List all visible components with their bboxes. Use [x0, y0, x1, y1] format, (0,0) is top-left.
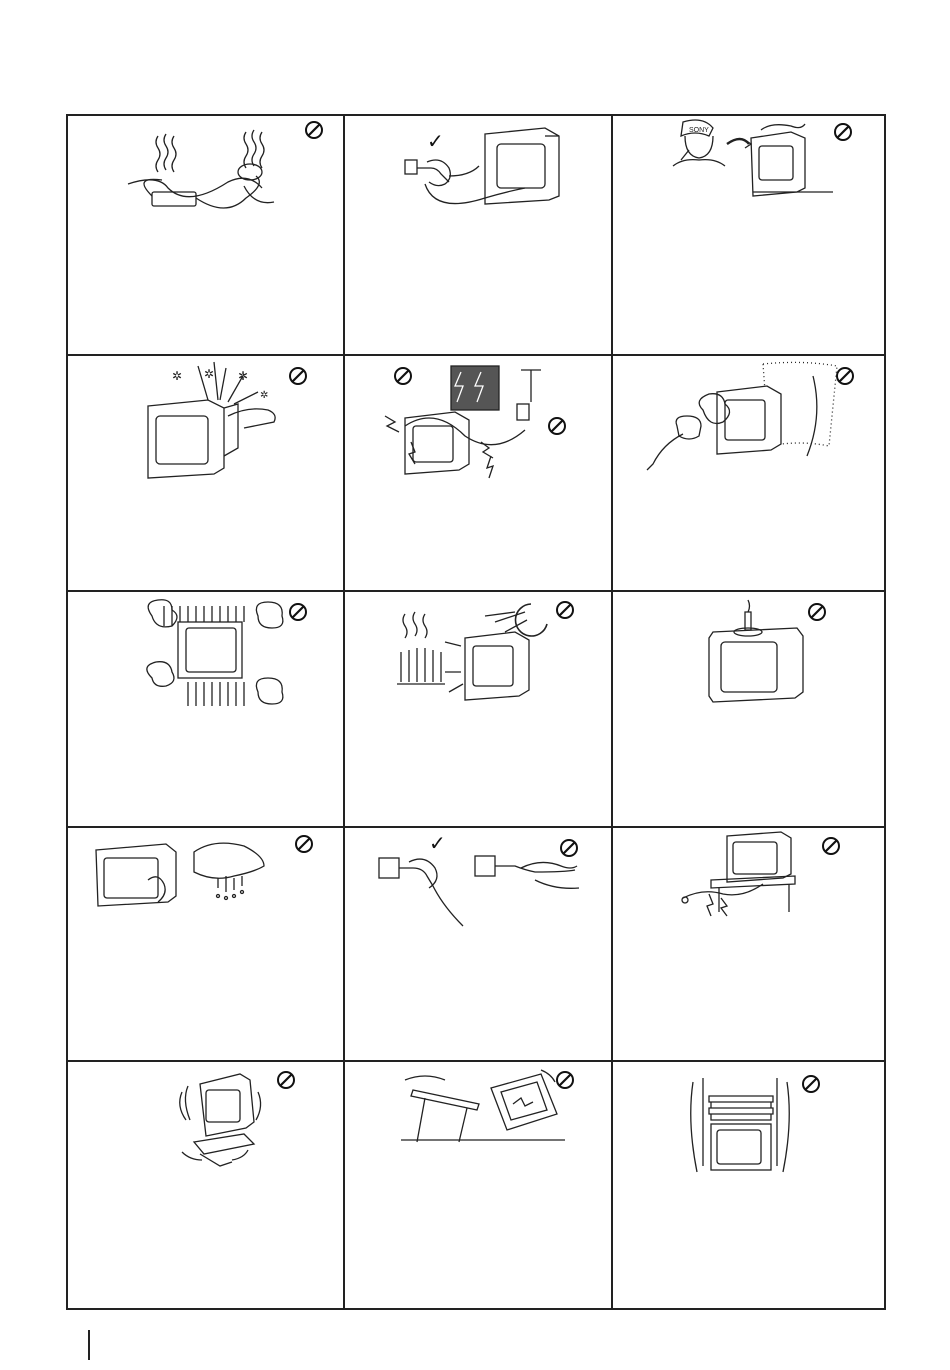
prohibited-icon — [801, 1074, 821, 1094]
prohibited-icon — [835, 366, 855, 386]
cell-unstable-stand — [68, 1062, 343, 1308]
prohibited-icon — [294, 834, 314, 854]
cell-lightning-storm — [345, 356, 611, 590]
prohibited-icon — [833, 122, 853, 142]
unstable-stand-illustration — [68, 1062, 343, 1308]
cell-objects-in-vents — [68, 356, 343, 590]
prohibited-icon — [807, 602, 827, 622]
check-icon: ✓ — [427, 131, 444, 153]
lightning-storm-illustration — [345, 356, 611, 590]
prohibited-icon — [304, 120, 324, 140]
wet-cleaning-illustration — [68, 828, 343, 1060]
blocked-ventilation-illustration — [68, 592, 343, 826]
cell-overloaded-outlet — [68, 116, 343, 354]
plug-handling-illustration — [345, 828, 611, 1060]
svg-text:✲: ✲ — [260, 390, 269, 401]
cell-enclosed-shelf — [613, 1062, 884, 1308]
unplug-illustration — [345, 116, 611, 354]
damaged-cord-illustration — [613, 828, 884, 1060]
moisture-steam-illustration — [613, 356, 884, 590]
cell-candle-on-top — [613, 592, 884, 826]
svg-text:SONY: SONY — [689, 127, 709, 134]
prohibited-icon — [559, 838, 579, 858]
overloaded-outlet-illustration — [68, 116, 343, 354]
cell-blocked-ventilation — [68, 592, 343, 826]
falling-table-illustration — [345, 1062, 611, 1308]
prohibited-icon — [288, 602, 308, 622]
prohibited-icon — [821, 836, 841, 856]
check-icon: ✓ — [429, 833, 446, 855]
cell-do-not-open-cabinet — [613, 116, 884, 354]
prohibited-icon — [555, 1070, 575, 1090]
heat-sunlight-illustration — [345, 592, 611, 826]
enclosed-shelf-illustration — [613, 1062, 884, 1308]
cell-falling-table — [345, 1062, 611, 1308]
cell-unplug-holding-plug — [345, 116, 611, 354]
prohibited-icon — [276, 1070, 296, 1090]
prohibited-icon — [393, 366, 413, 386]
cell-moisture-steam — [613, 356, 884, 590]
page-footer-rule — [88, 1330, 90, 1360]
prohibited-icon — [547, 416, 567, 436]
cell-wet-cleaning — [68, 828, 343, 1060]
svg-text:✲: ✲ — [238, 369, 249, 383]
illustration-grid — [66, 114, 886, 1310]
cell-plug-handling — [345, 828, 611, 1060]
candle-on-top-illustration — [613, 592, 884, 826]
objects-in-vents-illustration — [68, 356, 343, 590]
prohibited-icon — [555, 600, 575, 620]
service-technician-illustration — [613, 116, 884, 354]
svg-text:✲: ✲ — [204, 367, 215, 381]
cell-heat-sunlight — [345, 592, 611, 826]
svg-text:✲: ✲ — [172, 369, 183, 383]
prohibited-icon — [288, 366, 308, 386]
cell-damaged-cord — [613, 828, 884, 1060]
